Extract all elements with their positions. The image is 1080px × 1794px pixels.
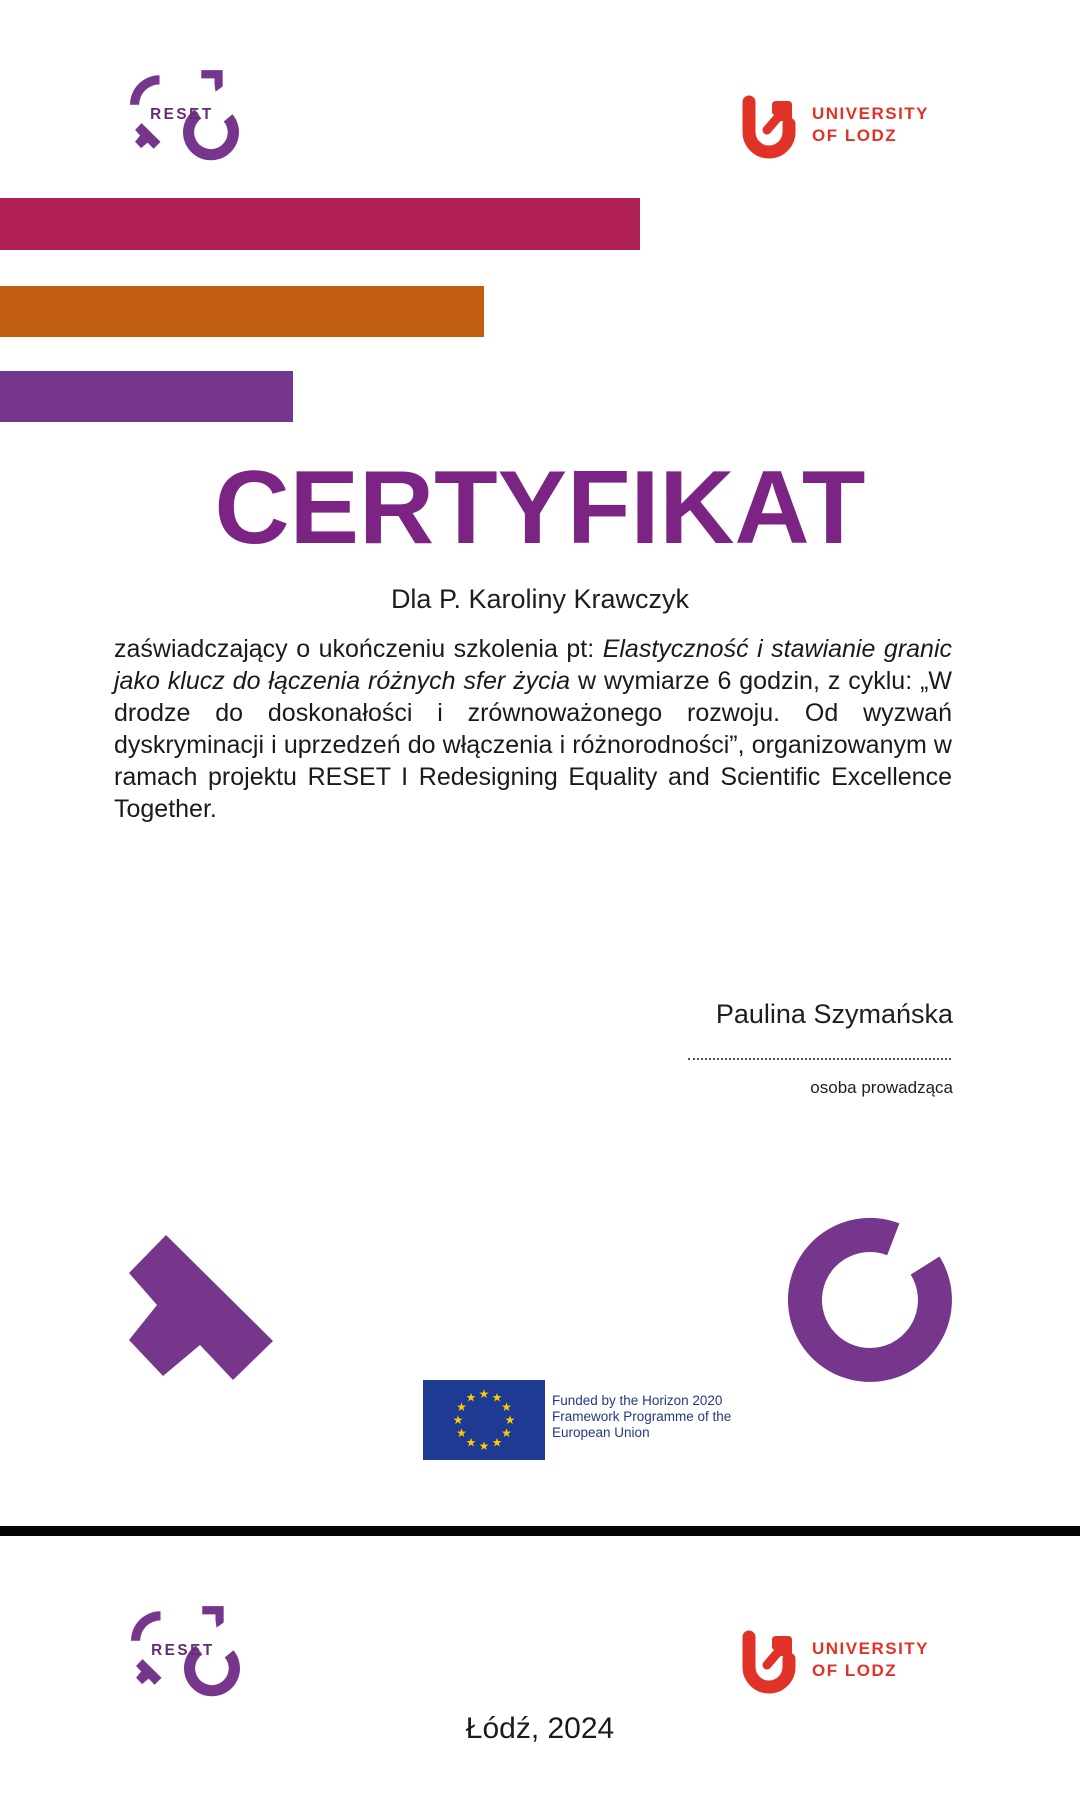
svg-text:★: ★	[478, 1387, 490, 1401]
reset-logo-footer-label: RESET	[151, 1642, 215, 1660]
uol-logo-line2: OF LODZ	[812, 126, 898, 145]
page-title: CERTYFIKAT	[214, 450, 866, 566]
uol-logo-footer-icon	[741, 1630, 963, 1694]
svg-text:★: ★	[478, 1439, 490, 1453]
certificate-body	[114, 633, 952, 825]
eu-funding-line2: Framework Programme of the	[552, 1409, 732, 1424]
orange-bar	[0, 286, 484, 337]
svg-text:★: ★	[491, 1435, 503, 1450]
uol-logo-footer-line1: UNIVERSITY	[812, 1639, 930, 1658]
reset-logo-label: RESET	[150, 106, 214, 124]
eu-funding-line3: European Union	[552, 1425, 650, 1440]
uol-logo-footer-line2: OF LODZ	[812, 1661, 898, 1680]
eu-funding-text	[552, 1393, 731, 1441]
reset-logo-icon	[130, 70, 242, 162]
svg-text:★: ★	[504, 1413, 516, 1427]
eu-funding-line1: Funded by the Horizon 2020	[552, 1393, 723, 1408]
uol-logo-icon	[741, 95, 963, 159]
signature-name: Paulina Szymańska	[715, 999, 953, 1029]
body-course-title: Elastyczność i stawianie granic jako klucz do łączenia różnych sfer życia	[114, 635, 953, 695]
svg-text:★: ★	[501, 1426, 512, 1440]
recipient-line: Dla P. Karoliny Krawczyk	[390, 584, 690, 614]
svg-text:★: ★	[452, 1413, 464, 1427]
uol-logo-line1: UNIVERSITY	[812, 104, 930, 123]
divider-rule	[0, 1526, 1080, 1536]
svg-text:★: ★	[465, 1390, 477, 1405]
svg-text:★: ★	[456, 1400, 467, 1414]
reset-logo-footer-icon	[131, 1606, 243, 1698]
signature-role: osoba prowadząca	[810, 1078, 953, 1097]
svg-text:★: ★	[501, 1400, 512, 1414]
body-part3: w wymiarze 6 godzin, z cyklu: „W drodze do doskonałości i zrównoważonego rozwoju. Od wyzwań dyskryminacji i uprzedzeń do włączenia i różnorodności”, organizowanym w ramach projektu RESET I Redesigning Equality and Scientific Excellence Together.	[114, 667, 952, 823]
body-part1: zaświadczający o ukończeniu szkolenia pt:	[114, 635, 603, 663]
svg-text:★: ★	[491, 1390, 503, 1405]
place-year: Łódź, 2024	[465, 1712, 615, 1745]
signature-dotted-line	[688, 1058, 951, 1060]
crimson-bar	[0, 198, 640, 250]
arrow-shape-icon	[129, 1235, 273, 1380]
ring-shape-icon	[780, 1210, 960, 1390]
purple-bar	[0, 371, 293, 422]
svg-text:★: ★	[465, 1435, 477, 1450]
svg-text:★: ★	[456, 1426, 467, 1440]
eu-flag-icon	[423, 1380, 545, 1460]
